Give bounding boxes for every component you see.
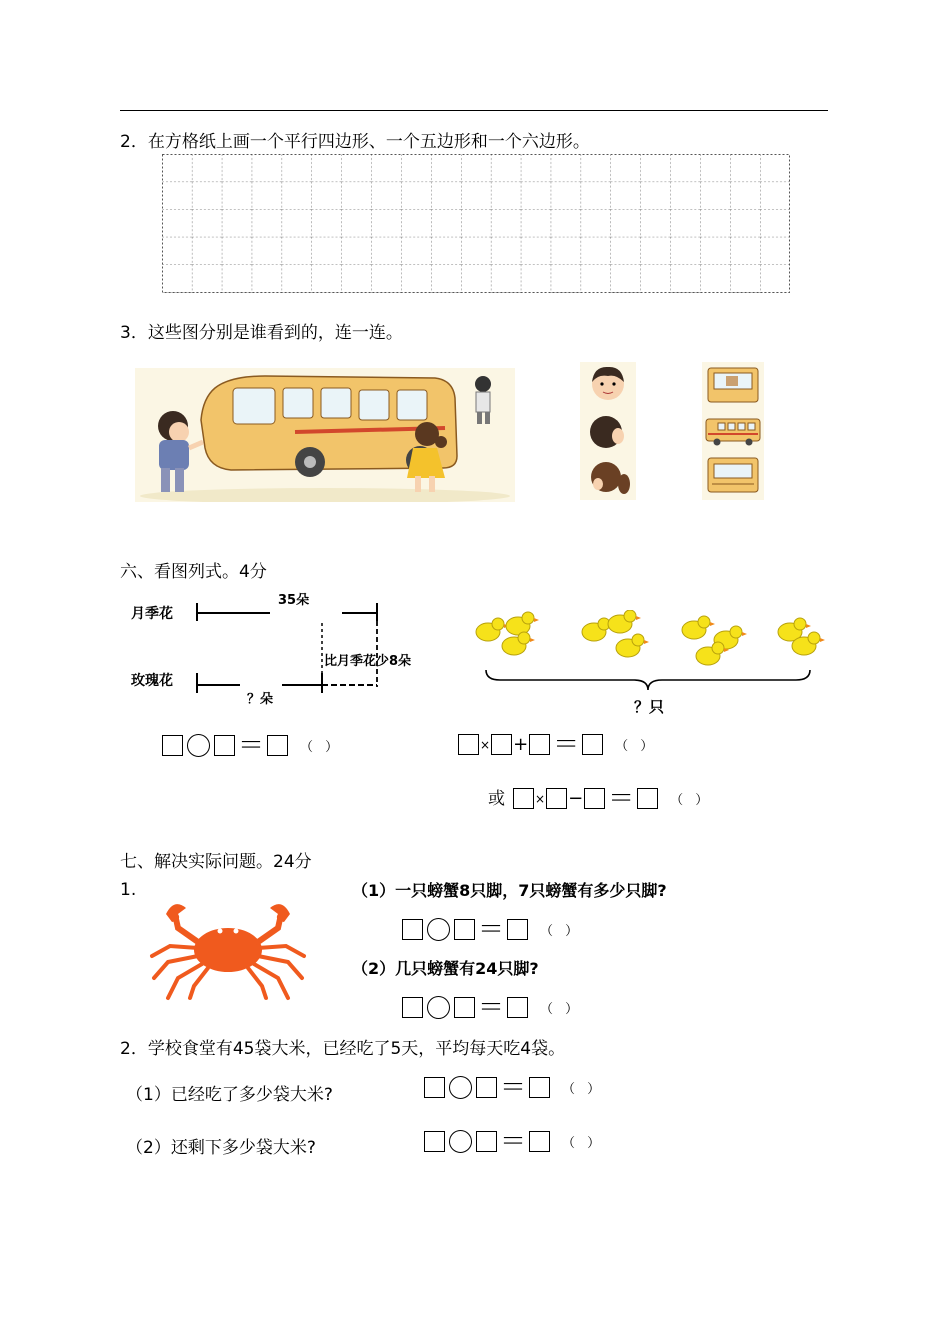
brace xyxy=(484,668,812,692)
unit-parens[interactable]: （ ） xyxy=(562,1082,605,1097)
crab-illustration xyxy=(148,898,308,1002)
operator-circle[interactable] xyxy=(427,918,450,941)
answer-box[interactable] xyxy=(507,919,528,940)
answer-box[interactable] xyxy=(637,788,658,809)
operator-circle[interactable] xyxy=(449,1130,472,1153)
top-rule xyxy=(120,110,828,111)
operator-circle[interactable] xyxy=(187,734,210,757)
equals-sign: ＝ xyxy=(500,1126,527,1157)
question-7-1-1-text: （1）一只螃蟹8只脚，7只螃蟹有多少只脚? xyxy=(352,881,667,900)
equation-chicks-b xyxy=(488,783,713,814)
unit-parens[interactable]: （ ） xyxy=(540,1002,583,1017)
times-sign: × xyxy=(535,791,546,806)
answer-box[interactable] xyxy=(267,735,288,756)
section-6-title: 六、看图列式。4分 xyxy=(120,562,267,582)
equals-sign: ＝ xyxy=(478,914,505,945)
unit-parens[interactable]: （ ） xyxy=(300,740,343,755)
equation-rice-eaten xyxy=(424,1072,605,1103)
difference-label: 比月季花少8朵 xyxy=(324,654,412,669)
answer-box[interactable] xyxy=(402,997,423,1018)
answer-box[interactable] xyxy=(529,1131,550,1152)
rose-label: 月季花 xyxy=(131,606,173,622)
answer-box[interactable] xyxy=(529,734,550,755)
equation-crab-legs xyxy=(402,914,583,945)
question-3-text: 3．这些图分别是谁看到的，连一连。 xyxy=(120,323,403,343)
equation-chicks-a xyxy=(458,729,658,760)
answer-box[interactable] xyxy=(424,1131,445,1152)
equals-sign: ＝ xyxy=(500,1072,527,1103)
answer-box[interactable] xyxy=(476,1077,497,1098)
section-7-title: 七、解决实际问题。24分 xyxy=(120,852,312,872)
answer-box[interactable] xyxy=(214,735,235,756)
answer-box[interactable] xyxy=(491,734,512,755)
equals-sign: ＝ xyxy=(608,783,635,814)
unit-parens[interactable]: （ ） xyxy=(540,924,583,939)
question-7-1-2-text: （2）几只螃蟹有24只脚? xyxy=(352,959,539,978)
equation-roses xyxy=(162,730,343,761)
other-flower-label: 玫瑰花 xyxy=(131,673,173,689)
plus-sign: + xyxy=(513,734,529,755)
grid-paper xyxy=(162,154,790,293)
equation-rice-left xyxy=(424,1126,605,1157)
head-views-illustration xyxy=(580,362,636,500)
answer-box[interactable] xyxy=(546,788,567,809)
answer-box[interactable] xyxy=(582,734,603,755)
answer-box[interactable] xyxy=(476,1131,497,1152)
equals-sign: ＝ xyxy=(553,729,580,760)
times-sign: × xyxy=(480,737,491,752)
answer-box[interactable] xyxy=(513,788,534,809)
minus-sign: − xyxy=(568,788,584,809)
answer-box[interactable] xyxy=(162,735,183,756)
bus-scene-illustration xyxy=(135,368,515,502)
question-7-2-text: 2．学校食堂有45袋大米，已经吃了5天，平均每天吃4袋。 xyxy=(120,1039,566,1059)
or-label: 或 xyxy=(488,788,505,809)
unit-parens[interactable]: （ ） xyxy=(562,1136,605,1151)
answer-box[interactable] xyxy=(402,919,423,940)
equals-sign: ＝ xyxy=(238,730,265,761)
answer-box[interactable] xyxy=(529,1077,550,1098)
other-flower-question: ？朵 xyxy=(245,690,275,710)
question-7-1-number: 1. xyxy=(120,880,137,900)
line-segment-diagram xyxy=(190,595,385,705)
equals-sign: ＝ xyxy=(478,992,505,1023)
equation-crab-count xyxy=(402,992,583,1023)
unit-parens[interactable]: （ ） xyxy=(615,739,658,754)
question-7-2-1-text: （1）已经吃了多少袋大米? xyxy=(126,1085,333,1105)
question-2-text: 2．在方格纸上画一个平行四边形、一个五边形和一个六边形。 xyxy=(120,132,590,152)
answer-box[interactable] xyxy=(458,734,479,755)
answer-box[interactable] xyxy=(454,919,475,940)
answer-box[interactable] xyxy=(507,997,528,1018)
answer-box[interactable] xyxy=(454,997,475,1018)
operator-circle[interactable] xyxy=(427,996,450,1019)
chicks-illustration xyxy=(470,610,830,670)
rose-total-label: 35朵 xyxy=(276,591,311,611)
answer-box[interactable] xyxy=(584,788,605,809)
question-7-2-2-text: （2）还剩下多少袋大米? xyxy=(126,1138,316,1158)
chicks-question-label: ？只 xyxy=(634,698,665,716)
answer-box[interactable] xyxy=(424,1077,445,1098)
operator-circle[interactable] xyxy=(449,1076,472,1099)
bus-views-illustration xyxy=(702,362,764,500)
unit-parens[interactable]: （ ） xyxy=(670,793,713,808)
